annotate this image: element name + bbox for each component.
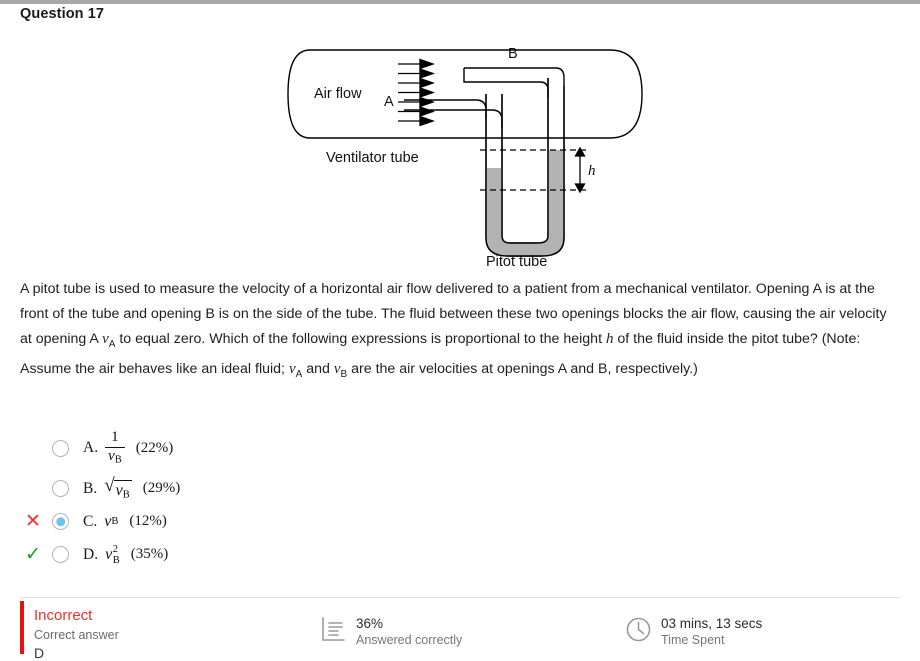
option-a-radio[interactable] xyxy=(52,440,69,457)
option-d-var: v xyxy=(105,545,113,563)
incorrect-x-icon: ✕ xyxy=(25,511,41,532)
ventilator-tube-label: Ventilator tube xyxy=(326,150,419,166)
fraction-denominator xyxy=(105,449,125,466)
option-row-b[interactable] xyxy=(20,472,440,505)
question-line-4d: are the air velocities at xyxy=(347,360,494,377)
status-badge: Incorrect xyxy=(34,607,93,624)
option-c-percent: (12%) xyxy=(129,513,167,529)
answered-correctly-value: 36% xyxy=(356,616,384,631)
denominator-sub: B xyxy=(114,454,122,466)
option-row-c[interactable] xyxy=(20,505,440,538)
correct-check-icon: ✓ xyxy=(25,544,41,565)
question-line-1: A pitot tube is used to measure the velocity of a horizontal air flow delivered to a patient from a mechanical ventilator. xyxy=(20,281,752,297)
vb-symbol: v xyxy=(333,360,341,377)
va-subscript-2: A xyxy=(295,368,303,380)
vb-subscript: B xyxy=(340,368,348,380)
option-c-sub: B xyxy=(111,516,119,527)
question-line-4b: of the fluid inside the pitot tube? (Note: Assume the air behaves like an ideal fluid; xyxy=(20,331,861,377)
option-d-sub: B xyxy=(112,554,120,566)
air-flow-label: Air flow xyxy=(314,86,362,102)
denominator-var: v xyxy=(108,448,115,465)
feedback-bar xyxy=(20,597,900,661)
radicand xyxy=(114,480,132,500)
option-row-a[interactable] xyxy=(20,424,440,472)
question-text xyxy=(20,277,898,387)
question-line-5: openings A and B, respectively.) xyxy=(497,360,698,377)
time-spent-value: 03 mins, 13 secs xyxy=(661,616,763,631)
answered-correctly-label: Answered correctly xyxy=(356,633,463,647)
clock-icon xyxy=(625,616,652,643)
pitot-tube-label: Pitot tube xyxy=(486,254,548,270)
question-line-2: Opening A is at the front of the tube and opening B is on the side of the tube. The fluid between these two openings blocks xyxy=(20,281,875,322)
va-symbol: v xyxy=(102,331,109,347)
time-spent-label: Time Spent xyxy=(661,633,725,647)
fraction-one-over-vb xyxy=(105,430,125,466)
fraction-numerator: 1 xyxy=(111,428,119,445)
h-symbol: h xyxy=(605,331,614,347)
pitot-fluid xyxy=(487,150,564,255)
top-scroll-bar xyxy=(0,0,920,4)
height-dimension-arrow xyxy=(576,148,585,192)
option-b-percent: (29%) xyxy=(142,480,181,496)
report-bars-icon xyxy=(320,616,347,643)
question-line-3a: the air flow, causing the air velocity at opening A xyxy=(20,306,887,347)
height-label: h xyxy=(588,163,596,179)
question-line-4a: height xyxy=(563,331,606,347)
pitot-tube-diagram xyxy=(280,38,670,270)
option-b-expression xyxy=(104,477,132,500)
option-d-percent: (35%) xyxy=(130,546,169,562)
option-d-radio[interactable] xyxy=(52,546,69,563)
option-b-letter: B. xyxy=(83,479,98,497)
option-a-letter: A. xyxy=(83,439,99,456)
option-c-radio[interactable] xyxy=(52,513,69,530)
correct-answer-value: D xyxy=(34,645,45,661)
feedback-accent-stripe xyxy=(20,601,24,654)
time-spent-text xyxy=(661,616,762,648)
time-spent-stat xyxy=(625,616,762,648)
correct-answer-label: Correct answer xyxy=(34,628,119,642)
option-row-d[interactable] xyxy=(20,538,440,571)
option-b-radio[interactable] xyxy=(52,480,69,497)
answered-correctly-stat xyxy=(320,616,462,648)
option-d-sub-sup xyxy=(113,545,120,566)
option-a-expression xyxy=(105,430,125,466)
sqrt-vb xyxy=(104,477,132,500)
opening-a-label: A xyxy=(384,94,394,110)
option-c-expression xyxy=(104,513,118,531)
page-title: Question 17 xyxy=(20,6,105,22)
option-a-percent: (22%) xyxy=(135,439,174,456)
option-d-letter: D. xyxy=(83,545,99,563)
question-line-3b: to equal zero. Which of the following expressions is proportional to the xyxy=(115,331,560,347)
radicand-var: v xyxy=(115,481,123,499)
answered-correctly-text xyxy=(356,616,462,648)
answer-options xyxy=(20,424,440,571)
radical-sign: √ xyxy=(104,475,115,497)
radicand-sub: B xyxy=(122,488,130,500)
question-line-4c: and xyxy=(302,360,334,377)
option-d-sup: 2 xyxy=(112,544,118,555)
option-c-var: v xyxy=(104,512,112,530)
opening-b-label: B xyxy=(508,46,518,62)
option-c-letter: C. xyxy=(83,512,98,530)
va-symbol-2: v xyxy=(288,360,296,377)
option-d-expression xyxy=(105,544,120,565)
va-subscript: A xyxy=(108,338,116,350)
